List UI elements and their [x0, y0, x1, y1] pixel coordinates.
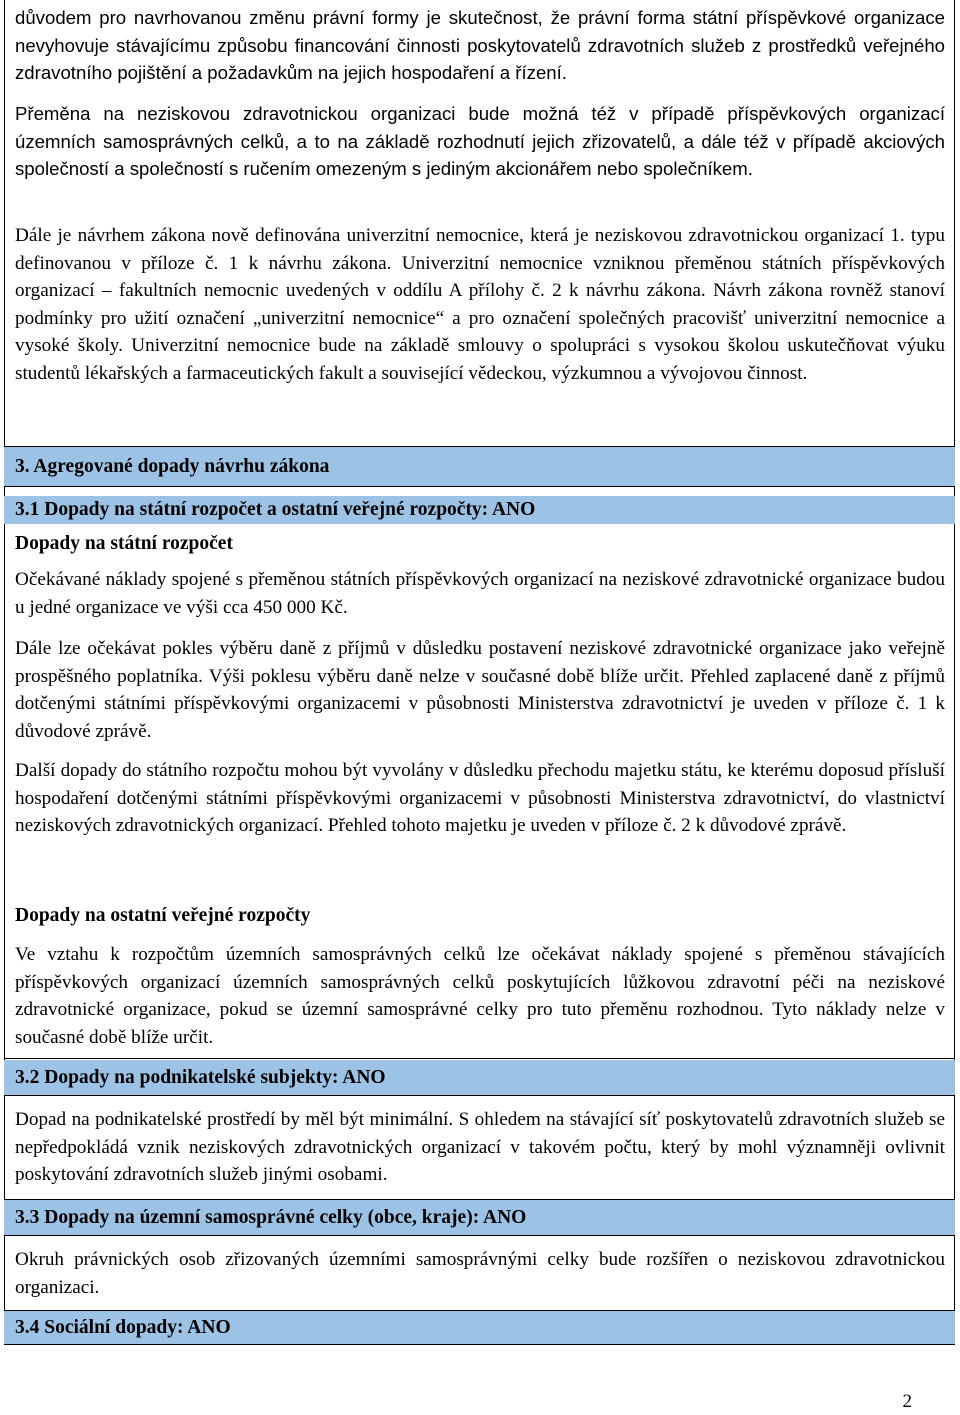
state-budget-title: Dopady na státní rozpočet: [15, 533, 233, 554]
section-heading-3-2-text: 3.2 Dopady na podnikatelské subjekty: ANO: [15, 1066, 386, 1088]
section-heading-3-4: [4, 1310, 955, 1345]
section-heading-3: [4, 446, 955, 487]
other-budgets-title: Dopady na ostatní veřejné rozpočty: [15, 905, 311, 926]
section-heading-3-2: [4, 1060, 955, 1096]
paragraph-university-hospital: Dále je návrhem zákona nově definována univerzitní nemocnice, která je neziskovou zdravotnickou organizací 1. typu definovanou v příloze č. 1 k návrhu zákona. Univerzitní nemocnice vzniknou přeměnou státních příspěvkových organizací – fakultních nemocnic uvedených v oddílu A přílohy č. 2 k návrhu zákona. Návrh zákona rovněž stanoví podmínky pro užití označení „univerzitní nemocnice“ a pro označení společných pracovišť univerzitní nemocnice a vysoké školy. Univerzitní nemocnice bude na základě smlouvy o spolupráci s vysokou školou uskutečňovat výuku studentů lékařských a farmaceutických fakult a související vědeckou, výzkumnou a vývojovou činnost.: [15, 225, 945, 384]
section-heading-3-3-text: 3.3 Dopady na územní samosprávné celky (obce, kraje): ANO: [15, 1206, 527, 1228]
paragraph-costs: Očekávané náklady spojené s přeměnou státních příspěvkových organizací na neziskové zdravotnické organizace budou u jedné organizace ve výši cca 450 000 Kč.: [15, 569, 945, 618]
section-heading-3-4-text: 3.4 Sociální dopady: ANO: [15, 1316, 231, 1338]
section-heading-3-3: [4, 1199, 955, 1236]
section-heading-3-1: 3.1 Dopady na státní rozpočet a ostatní veřejné rozpočty: ANO: [4, 496, 955, 524]
paragraph-municipalities: Okruh právnických osob zřizovaných územními samosprávnými celky bude rozšířen o neziskovou zdravotnickou organizaci.: [15, 1249, 945, 1298]
page-number: 2: [902, 1391, 912, 1412]
paragraph-tax-decrease: Dále lze očekávat pokles výběru daně z příjmů v důsledku postavení neziskové zdravotnické organizace jako veřejně prospěšného poplatníka. Výši poklesu výběru daně nelze v současné době blíže určit. Přehled zaplacené daně z příjmů dotčenými státními příspěvkovými organizacemi v působnosti Ministerstva zdravotnictví je uveden v příloze č. 1 k důvodové zprávě.: [15, 638, 945, 742]
section-heading-3-text: 3. Agregované dopady návrhu zákona: [15, 455, 330, 477]
paragraph-transformation: Přeměna na neziskovou zdravotnickou organizaci bude možná též v případě příspěvkových organizací územních samosprávných celků, a to na základě rozhodnutí jejich zřizovatelů, a dále též v případě akciových společností a společností s ručením omezeným s jediným akcionářem nebo společníkem.: [15, 103, 945, 179]
paragraph-intro-continued: důvodem pro navrhovanou změnu právní formy je skutečnost, že právní forma státní příspěvkové organizace nevyhovuje stávajícímu způsobu financování činnosti poskytovatelů zdravotních služeb z prostředků veřejného zdravotního pojištění a požadavkům na jejich hospodaření a řízení.: [15, 7, 945, 83]
divider: [4, 1058, 955, 1059]
paragraph-territorial-budgets: Ve vztahu k rozpočtům územních samosprávných celků lze očekávat náklady spojené s přeměnou stávajících příspěvkových organizací územních samosprávných celků poskytujících lůžkovou zdravotní péči na neziskové zdravotnické organizace, pokud se územní samosprávné celky pro tuto přeměnu rozhodnou. Tyto náklady nelze v současné době blíže určit.: [15, 944, 945, 1048]
paragraph-property-transfer: Další dopady do státního rozpočtu mohou být vyvolány v důsledku přechodu majetku státu, ke kterému doposud přísluší hospodaření dotčenými státními příspěvkovými organizacemi v působnosti Ministerstva zdravotnictví, do vlastnictví neziskových zdravotnických organizací. Přehled tohoto majetku je uveden v příloze č. 2 k důvodové zprávě.: [15, 760, 945, 836]
section-3-1-heading-row: [4, 496, 955, 524]
paragraph-business-impact: Dopad na podnikatelské prostředí by měl být minimální. S ohledem na stávající síť poskytovatelů zdravotních služeb se nepředpokládá vznik neziskových zdravotnických organizací v takovém počtu, který by mohl významněji ovlivnit poskytování zdravotních služeb jinými osobami.: [15, 1109, 945, 1185]
